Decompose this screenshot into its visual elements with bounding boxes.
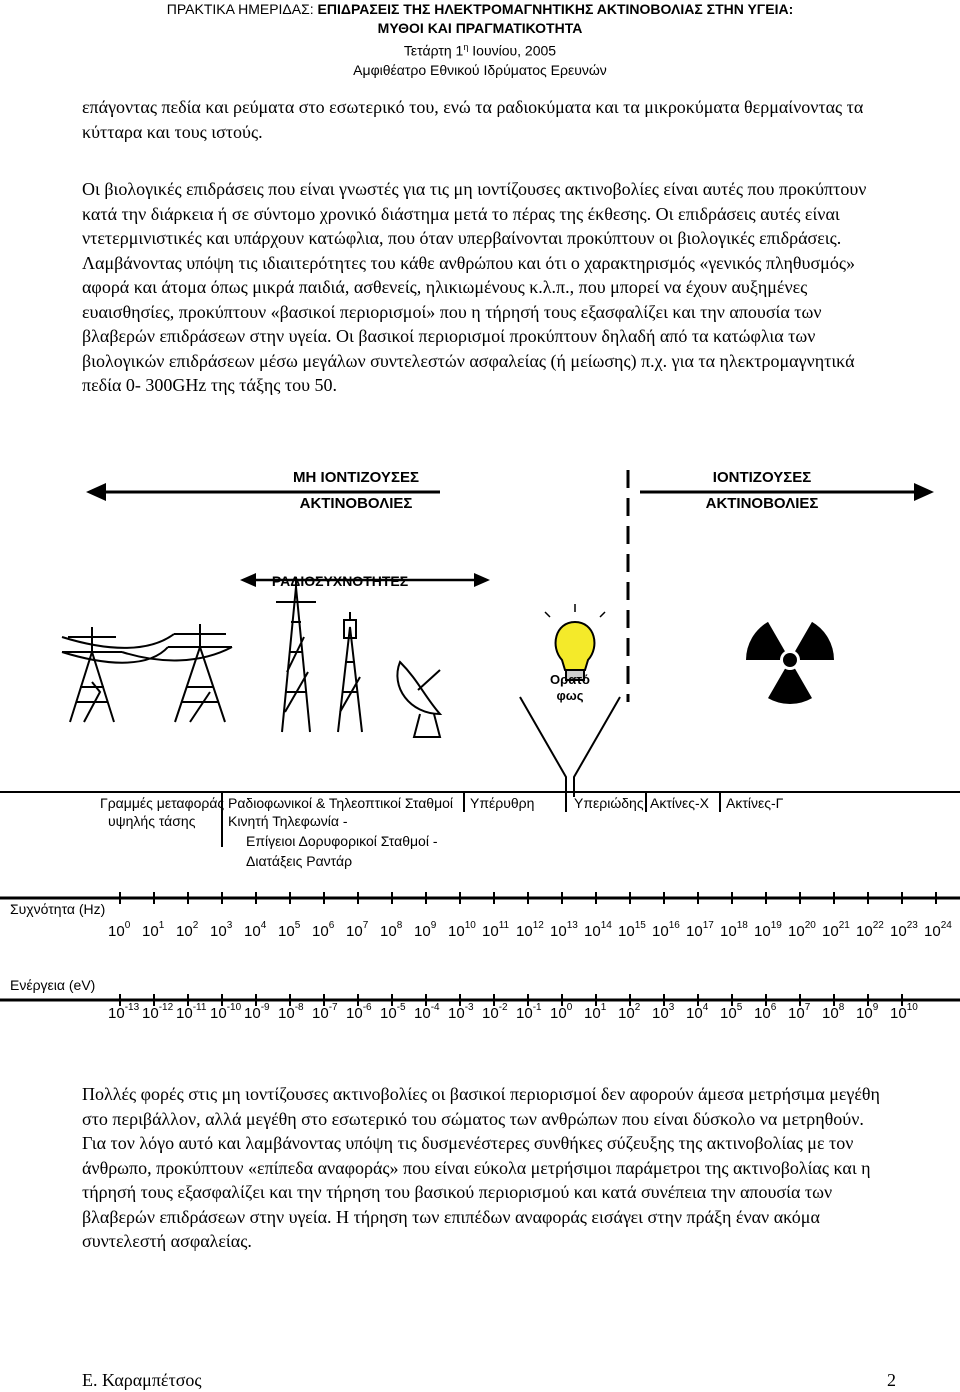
frequency-value: $10^{12}$ [516, 920, 544, 940]
energy-value: $10^7$ [788, 1002, 811, 1022]
category-radio-3: Επίγειοι Δορυφορικοί Σταθμοί - [246, 833, 438, 849]
energy-value: $10^{-4}$ [414, 1002, 440, 1022]
energy-value: $10^0$ [550, 1002, 573, 1022]
category-infrared: Υπέρυθρη [470, 795, 535, 811]
light-bulb-icon [545, 604, 605, 680]
energy-values [108, 1002, 918, 1022]
category-power-lines-2: υψηλής τάσης [108, 813, 196, 829]
paragraph-2: Οι βιολογικές επιδράσεις που είναι γνωστές για τις μη ιοντίζουσες ακτινοβολίες είναι αυτές που προκύπτουν κατά την διάρκεια ή σε σύντομο χρονικό διάστημα μετά το πέρας της έκθεσης. Οι επιδράσεις αυτές είναι ντετερμινιστικές και υπάρχουν κατώφλια, που όταν υπερβαίνονται προκύπτουν οι βιολογικές επιδράσεις. Λαμβάνοντας υπόψη τις ιδιαιτερότητες του κάθε ανθρώπου και ότι ο χαρακτηρισμός «γενικός πληθυσμός» αφορά και άτομα όπως μικρά παιδιά, ασθενείς, ηλικιωμένους κ.λ.π., που μπορεί να έχουν αυξημένες ευαισθησίες, προκύπτουν «βασικοί περιορισμοί» που η τήρησή τους εξασφαλίζει και την απουσία των βλαβερών επιδράσεων στην υγεία. Οι βασικοί περιορισμοί προκύπτουν δηλαδή από τα κατώφλια των βιολογικών επιδράσεων μέσω μεγάλων συντελεστών ασφαλείας (ή μείωσης) π.χ. για τα ηλεκτρομαγνητικά πεδία 0- 300GHz της τάξης του 50. [82, 179, 867, 395]
visible-light-label-1: Ορατό [550, 672, 590, 687]
frequency-value: $10^{15}$ [618, 920, 646, 940]
header-line-4: Αμφιθέατρο Εθνικού Ιδρύματος Ερευνών [353, 61, 607, 78]
header-line-3: Τετάρτη $1^\eta$ Ιουνίου, 2005 [403, 42, 557, 59]
energy-value: $10^{-1}$ [516, 1002, 542, 1022]
ionizing-label-1: ΙΟΝΤΙΖΟΥΣΕΣ [712, 469, 812, 486]
category-radio-2: Κινητή Τηλεφωνία - [228, 813, 348, 829]
energy-label: Ενέργεια (eV) [10, 977, 96, 993]
energy-value: $10^{-9}$ [244, 1002, 270, 1022]
non-ionizing-label-2: ΑΚΤΙΝΟΒΟΛΙΕΣ [299, 495, 413, 512]
category-ultraviolet: Υπεριώδης [574, 795, 644, 811]
energy-value: $10^{-5}$ [380, 1002, 406, 1022]
energy-value: $10^{-11}$ [176, 1002, 207, 1022]
visible-light-label-2: φως [556, 688, 584, 703]
frequency-value: $10^{11}$ [482, 920, 510, 940]
paragraph-1: επάγοντας πεδία και ρεύματα στο εσωτερικό του, ενώ τα ραδιοκύματα και τα μικροκύματα θερμαίνοντας τα κύτταρα και τους ιστούς. [82, 97, 864, 142]
frequency-value: $10^{23}$ [890, 920, 918, 940]
frequency-value: $10^2$ [176, 920, 199, 940]
category-radio-1: Ραδιοφωνικοί & Τηλεοπτικοί Σταθμοί [228, 795, 454, 811]
page-footer [82, 1370, 896, 1392]
frequency-value: $10^6$ [312, 920, 335, 940]
satellite-dish-icon [397, 662, 440, 737]
em-spectrum-figure [0, 452, 960, 1062]
frequency-value: $10^{24}$ [924, 920, 952, 940]
header-line-2: ΜΥΘΟΙ ΚΑΙ ΠΡΑΓΜΑΤΙΚΟΤΗΤΑ [377, 20, 583, 36]
frequency-value: $10^{19}$ [754, 920, 782, 940]
visible-light-funnel [520, 697, 620, 797]
frequency-value: $10^1$ [142, 920, 165, 940]
energy-value: $10^5$ [720, 1002, 743, 1022]
frequency-value: $10^{21}$ [822, 920, 850, 940]
page-number: 2 [887, 1370, 896, 1390]
category-gamma: Ακτίνες-Γ [726, 795, 784, 811]
frequency-values [108, 920, 952, 940]
frequency-value: $10^{14}$ [584, 920, 612, 940]
page-header [0, 0, 960, 80]
energy-value: $10^8$ [822, 1002, 845, 1022]
energy-value: $10^6$ [754, 1002, 777, 1022]
frequency-value: $10^{13}$ [550, 920, 578, 940]
energy-value: $10^4$ [686, 1002, 709, 1022]
paragraph-3: Πολλές φορές στις μη ιοντίζουσες ακτινοβολίες οι βασικοί περιορισμοί δεν αφορούν άμεσα μετρήσιμα μεγέθη στο περιβάλλον, αλλά μεγέθη στο εσωτερικό του σώματος των ανθρώπων που είναι δύσκολο να μετρηθούν. Για τον λόγο αυτό και λαμβάνοντας υπόψη τις δυσμενέστερες συνθήκες σύζευξης της ακτινοβολίας με τον άνθρωπο, προκύπτουν «επίπεδα αναφοράς» που είναι εύκολα μετρήσιμοι παράμετροι της ακτινοβολίας και η τήρησή τους εξασφαλίζει και την τήρηση του βασικού περιορισμού και κατά συνέπεια την απουσία των βλαβερών επιδράσεων στην υγεία. Η τήρηση των επιπέδων αναφοράς εισάγει στην πράξη έναν ακόμα συντελεστή ασφαλείας. [82, 1084, 880, 1251]
frequency-value: $10^8$ [380, 920, 403, 940]
frequency-value: $10^5$ [278, 920, 301, 940]
non-ionizing-label-1: ΜΗ ΙΟΝΤΙΖΟΥΣΕΣ [293, 469, 419, 486]
frequency-value: $10^7$ [346, 920, 369, 940]
category-radio-4: Διατάξεις Ραντάρ [246, 853, 353, 869]
radio-mast-icon [276, 577, 316, 732]
power-line-towers-icon [62, 624, 232, 722]
frequency-value: $10^4$ [244, 920, 267, 940]
header-line-1: ΠΡΑΚΤΙΚΑ ΗΜΕΡΙΔΑΣ: ΕΠΙΔΡΑΣΕΙΣ ΤΗΣ ΗΛΕΚΤΡΟΜΑΓΝΗΤΙΚΗΣ ΑΚΤΙΝΟΒΟΛΙΑΣ ΣΤΗΝ ΥΓΕΙΑ: [166, 1, 794, 17]
energy-value: $10^1$ [584, 1002, 607, 1022]
frequency-value: $10^0$ [108, 920, 131, 940]
frequency-value: $10^9$ [414, 920, 437, 940]
frequency-value: $10^{17}$ [686, 920, 714, 940]
ionizing-label-2: ΑΚΤΙΝΟΒΟΛΙΕΣ [705, 495, 819, 512]
energy-value: $10^{-12}$ [142, 1002, 174, 1022]
category-power-lines-1: Γραμμές μεταφοράς [100, 795, 225, 811]
frequency-value: $10^{18}$ [720, 920, 748, 940]
energy-value: $10^{-2}$ [482, 1002, 508, 1022]
energy-value: $10^{10}$ [890, 1002, 918, 1022]
energy-value: $10^{-3}$ [448, 1002, 474, 1022]
category-xray: Ακτίνες-Χ [650, 795, 709, 811]
cell-tower-icon [338, 612, 362, 732]
energy-value: $10^{-7}$ [312, 1002, 338, 1022]
energy-value: $10^3$ [652, 1002, 675, 1022]
radiation-symbol-icon [746, 616, 834, 704]
footer-author: Ε. Καραμπέτσος [82, 1370, 202, 1390]
frequency-value: $10^{16}$ [652, 920, 680, 940]
frequency-value: $10^3$ [210, 920, 233, 940]
energy-value: $10^{-6}$ [346, 1002, 372, 1022]
energy-value: $10^2$ [618, 1002, 641, 1022]
frequency-label: Συχνότητα (Hz) [10, 901, 106, 917]
energy-value: $10^{-8}$ [278, 1002, 304, 1022]
energy-value: $10^{-13}$ [108, 1002, 140, 1022]
frequency-value: $10^{22}$ [856, 920, 884, 940]
energy-value: $10^{-10}$ [210, 1002, 242, 1022]
frequency-value: $10^{10}$ [448, 920, 476, 940]
frequency-value: $10^{20}$ [788, 920, 816, 940]
energy-value: $10^9$ [856, 1002, 879, 1022]
radio-frequency-label: ΡΑΔΙΟΣΥΧΝΟΤΗΤΕΣ [271, 573, 409, 589]
